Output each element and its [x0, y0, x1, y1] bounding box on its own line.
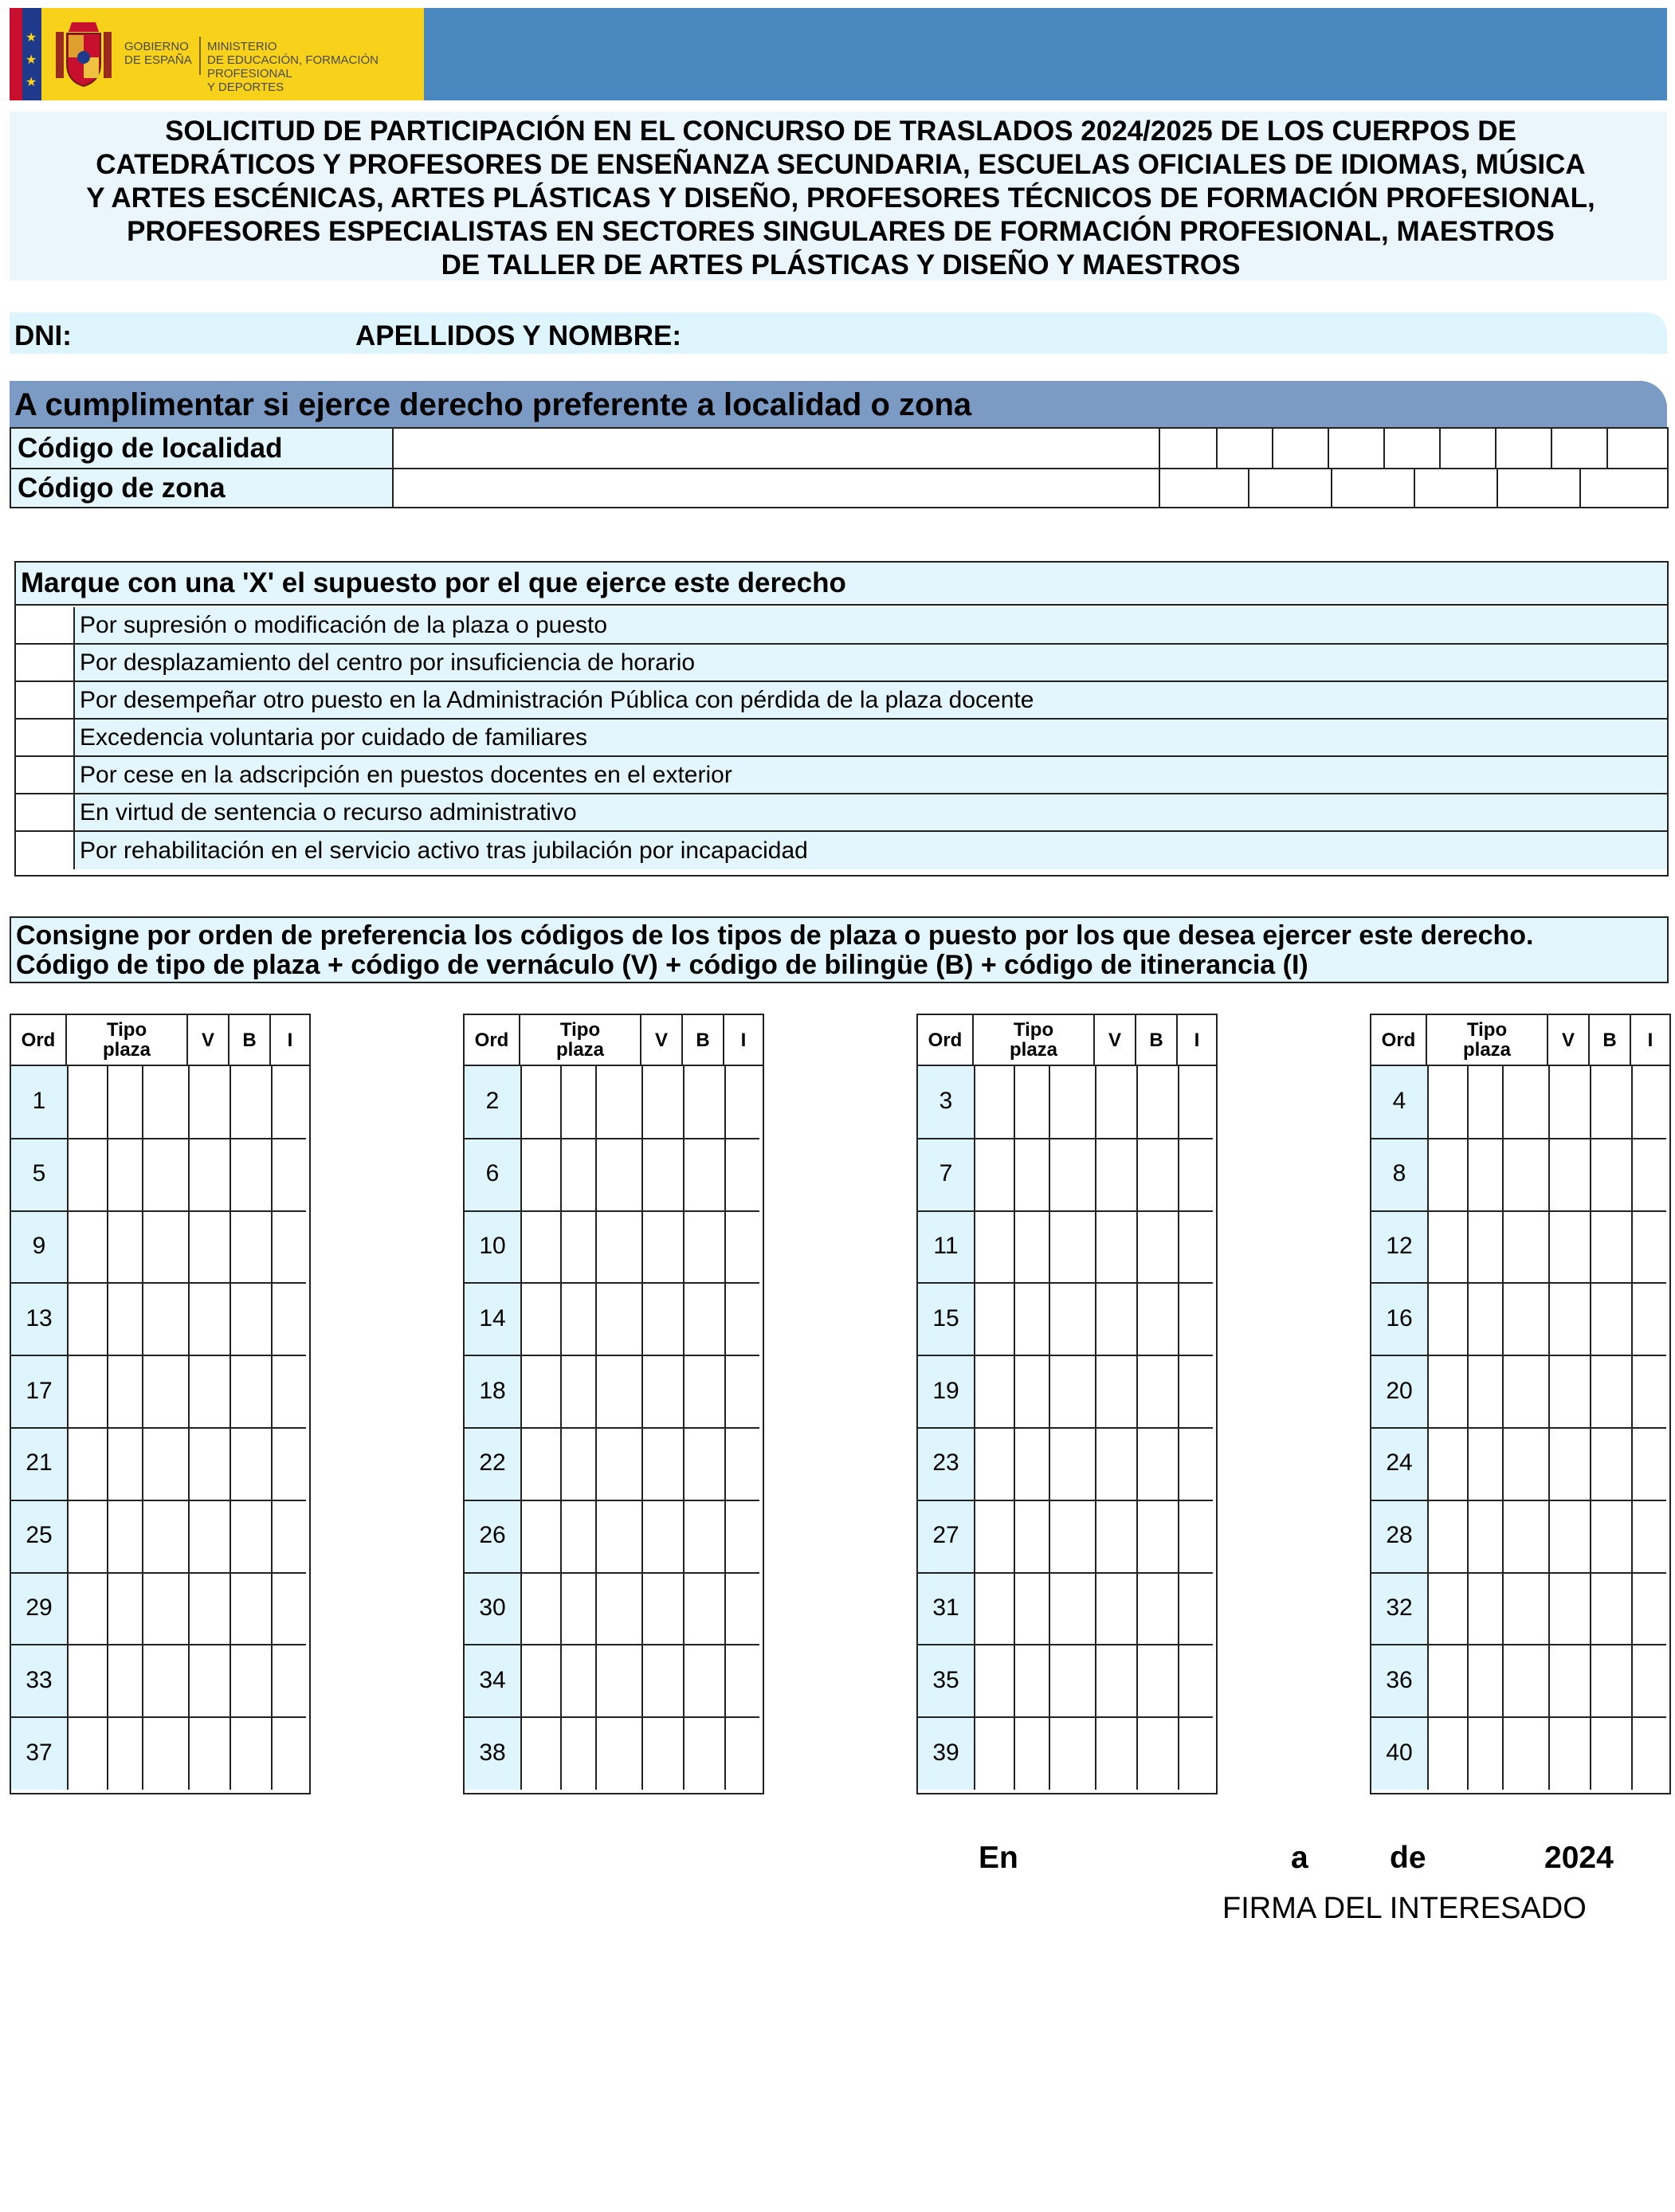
- option-checkbox[interactable]: [16, 607, 75, 643]
- localidad-name-field[interactable]: [395, 429, 1160, 468]
- preference-entry-row[interactable]: [975, 1573, 1214, 1645]
- preference-entry-row[interactable]: [975, 1283, 1214, 1355]
- ord-number: 24: [1386, 1449, 1413, 1477]
- ord-number: 28: [1386, 1522, 1413, 1549]
- tipo-plaza-header: Tipo plaza: [67, 1015, 188, 1066]
- ord-number: 33: [25, 1666, 53, 1693]
- preference-entry-row[interactable]: [69, 1066, 308, 1139]
- zona-label: Código de zona: [11, 469, 394, 507]
- preference-entry-row[interactable]: [975, 1355, 1214, 1428]
- option-checkbox[interactable]: [16, 720, 75, 755]
- preference-table-1: [10, 1014, 311, 1794]
- i-header: I: [1631, 1015, 1669, 1066]
- i-header: I: [1178, 1015, 1216, 1066]
- option-row[interactable]: [16, 682, 1667, 720]
- section-a-grid: [10, 427, 1669, 508]
- star-icon: ★: [25, 53, 37, 67]
- signature-area[interactable]: [1195, 1936, 1642, 2096]
- v-header: V: [641, 1015, 683, 1066]
- preference-entry-row[interactable]: [69, 1717, 308, 1790]
- b-header: B: [1590, 1015, 1631, 1066]
- ord-number: 31: [932, 1594, 959, 1621]
- day-label: a: [1291, 1841, 1308, 1875]
- option-row[interactable]: [16, 645, 1667, 682]
- preference-entry-row[interactable]: [522, 1428, 761, 1500]
- ord-number: 17: [25, 1377, 53, 1404]
- ord-number: 38: [479, 1739, 506, 1766]
- ord-number: 3: [939, 1088, 953, 1115]
- ord-number: 21: [25, 1449, 53, 1477]
- place-field[interactable]: [1036, 1837, 1267, 1874]
- preference-entry-row[interactable]: [69, 1645, 308, 1717]
- preference-entry-row[interactable]: [522, 1717, 761, 1790]
- ord-number: 18: [479, 1377, 506, 1404]
- ord-number: 11: [933, 1233, 959, 1259]
- ord-number: 16: [1386, 1304, 1413, 1332]
- option-label: Por rehabilitación en el servicio activo tras jubilación por incapacidad: [75, 832, 1667, 869]
- preference-entry-row[interactable]: [69, 1355, 308, 1428]
- document-title: SOLICITUD DE PARTICIPACIÓN EN EL CONCURSO DE TRASLADOS 2024/2025 DE LOS CUERPOS DE CATEDRÁTICOS Y PROFESORES DE ENSEÑANZA SECUNDARIA, ESCUELAS OFICIALES DE IDIOMAS, MÚSICA Y ARTES ESCÉNICAS, ARTES PLÁSTICAS Y DISEÑO, PROFESORES TÉCNICOS DE FORMACIÓN PROFESIONAL, PROFESORES ESPECIALISTAS EN SECTORES SINGULARES DE FORMACIÓN PROFESIONAL, MAESTROS DE TALLER DE ARTES PLÁSTICAS Y DISEÑO Y MAESTROS: [86, 116, 1595, 280]
- year-value: 2024: [1544, 1841, 1614, 1875]
- identity-bar[interactable]: [10, 312, 1667, 354]
- preference-entry-row[interactable]: [1429, 1573, 1668, 1645]
- section-a-title: A cumplimentar si ejerce derecho preferente a localidad o zona: [14, 387, 972, 422]
- eu-flag-stripe: [10, 8, 41, 100]
- ord-number: 10: [479, 1233, 506, 1259]
- ord-header: Ord: [918, 1015, 974, 1066]
- preference-entry-row[interactable]: [69, 1573, 308, 1645]
- preference-entry-row[interactable]: [1429, 1283, 1668, 1355]
- preference-entry-row[interactable]: [69, 1500, 308, 1573]
- i-header: I: [271, 1015, 309, 1066]
- preference-entry-row[interactable]: [522, 1355, 761, 1428]
- ord-number: 8: [1392, 1160, 1406, 1187]
- ord-number: 13: [25, 1304, 53, 1332]
- ord-number: 6: [485, 1160, 500, 1187]
- preference-entry-row[interactable]: [975, 1066, 1214, 1139]
- preference-entry-row[interactable]: [522, 1645, 761, 1717]
- option-label: Por cese en la adscripción en puestos docentes en el exterior: [75, 757, 1667, 793]
- dni-label: DNI:: [14, 320, 72, 351]
- ord-number: 2: [485, 1088, 500, 1115]
- option-row[interactable]: [16, 832, 1667, 869]
- preference-entry-row[interactable]: [69, 1211, 308, 1284]
- government-name: GOBIERNO DE ESPAÑA: [124, 40, 192, 67]
- option-label: Por desempeñar otro puesto en la Administración Pública con pérdida de la plaza docente: [75, 682, 1667, 718]
- ord-number: 7: [939, 1160, 953, 1187]
- option-row[interactable]: [16, 607, 1667, 645]
- ord-number: 34: [479, 1666, 506, 1693]
- preference-entry-row[interactable]: [69, 1428, 308, 1500]
- option-checkbox[interactable]: [16, 794, 75, 830]
- preference-entry-row[interactable]: [975, 1717, 1214, 1790]
- zona-name-field[interactable]: [395, 469, 1160, 507]
- ord-number: 5: [32, 1160, 46, 1187]
- ord-number: 30: [479, 1594, 506, 1621]
- ord-number: 25: [25, 1522, 53, 1549]
- star-icon: ★: [25, 31, 37, 45]
- signature-label: FIRMA DEL INTERESADO: [1222, 1892, 1587, 1925]
- section-c-instructions: Consigne por orden de preferencia los códigos de los tipos de plaza o puesto por los que desea ejercer este derecho. Código de tipo de plaza + código de vernáculo (V) + código de bilingüe (B) + código de itinerancia (I): [10, 916, 1669, 983]
- preference-entry-row[interactable]: [1429, 1717, 1668, 1790]
- ord-number: 15: [932, 1304, 959, 1332]
- ord-number: 4: [1392, 1088, 1406, 1115]
- option-row[interactable]: [16, 757, 1667, 794]
- option-checkbox[interactable]: [16, 682, 75, 718]
- preference-entry-row[interactable]: [975, 1139, 1214, 1211]
- ord-number: 12: [1386, 1233, 1413, 1259]
- preference-table-4: [1370, 1014, 1671, 1794]
- ord-number: 39: [932, 1739, 959, 1766]
- preference-entry-row[interactable]: [1429, 1645, 1668, 1717]
- preference-entry-row[interactable]: [522, 1283, 761, 1355]
- b-header: B: [683, 1015, 724, 1066]
- option-label: Por supresión o modificación de la plaza o puesto: [75, 607, 1667, 643]
- ord-number: 29: [25, 1594, 53, 1621]
- preference-entry-row[interactable]: [69, 1139, 308, 1211]
- ord-number: 37: [25, 1739, 53, 1766]
- preference-entry-row[interactable]: [975, 1500, 1214, 1573]
- ord-number: 40: [1386, 1739, 1413, 1766]
- preference-entry-row[interactable]: [522, 1211, 761, 1284]
- place-label: En: [979, 1841, 1018, 1875]
- preference-entry-row[interactable]: [975, 1645, 1214, 1717]
- tipo-plaza-header: Tipo plaza: [520, 1015, 641, 1066]
- preference-table-3: [916, 1014, 1218, 1794]
- option-checkbox[interactable]: [16, 757, 75, 793]
- ministry-name: MINISTERIO DE EDUCACIÓN, FORMACIÓN PROFESIONAL Y DEPORTES: [207, 40, 379, 94]
- preference-entry-row[interactable]: [522, 1066, 761, 1139]
- option-row[interactable]: [16, 794, 1667, 832]
- preference-entry-row[interactable]: [1429, 1355, 1668, 1428]
- ord-number: 26: [479, 1522, 506, 1549]
- preference-entry-row[interactable]: [1429, 1211, 1668, 1284]
- v-header: V: [1548, 1015, 1590, 1066]
- option-checkbox[interactable]: [16, 832, 75, 869]
- preference-entry-row[interactable]: [1429, 1139, 1668, 1211]
- ord-header: Ord: [11, 1015, 67, 1066]
- preference-entry-row[interactable]: [1429, 1066, 1668, 1139]
- v-header: V: [1095, 1015, 1136, 1066]
- ord-number: 22: [479, 1449, 506, 1477]
- month-label: de: [1390, 1841, 1426, 1875]
- v-header: V: [188, 1015, 229, 1066]
- preference-entry-row[interactable]: [69, 1283, 308, 1355]
- section-b-title: Marque con una 'X' el supuesto por el que ejerce este derecho: [16, 563, 1667, 606]
- preference-table-2: [463, 1014, 764, 1794]
- option-row[interactable]: [16, 720, 1667, 757]
- ord-header: Ord: [1371, 1015, 1427, 1066]
- i-header: I: [724, 1015, 763, 1066]
- ord-number: 1: [32, 1088, 46, 1115]
- ord-number: 23: [932, 1449, 959, 1477]
- preference-entry-row[interactable]: [522, 1500, 761, 1573]
- preference-entry-row[interactable]: [522, 1139, 761, 1211]
- option-label: En virtud de sentencia o recurso administrativo: [75, 794, 1667, 830]
- ord-number: 36: [1386, 1666, 1413, 1693]
- b-header: B: [1136, 1015, 1178, 1066]
- preference-entry-row[interactable]: [975, 1428, 1214, 1500]
- b-header: B: [229, 1015, 271, 1066]
- option-checkbox[interactable]: [16, 645, 75, 680]
- star-icon: ★: [25, 76, 37, 89]
- preference-entry-row[interactable]: [975, 1211, 1214, 1284]
- ord-number: 32: [1386, 1594, 1413, 1621]
- ord-number: 9: [32, 1233, 46, 1259]
- ord-header: Ord: [465, 1015, 520, 1066]
- option-label: Excedencia voluntaria por cuidado de familiares: [75, 720, 1667, 755]
- preference-entry-row[interactable]: [1429, 1500, 1668, 1573]
- ord-number: 19: [932, 1377, 959, 1404]
- option-label: Por desplazamiento del centro por insuficiencia de horario: [75, 645, 1667, 680]
- localidad-label: Código de localidad: [11, 429, 394, 468]
- name-label: APELLIDOS Y NOMBRE:: [355, 320, 682, 351]
- tipo-plaza-header: Tipo plaza: [1427, 1015, 1548, 1066]
- coat-of-arms-icon: [54, 18, 113, 89]
- tipo-plaza-header: Tipo plaza: [974, 1015, 1095, 1066]
- ord-number: 20: [1386, 1377, 1413, 1404]
- ord-number: 14: [479, 1304, 506, 1332]
- ord-number: 27: [932, 1522, 959, 1549]
- ord-number: 35: [932, 1666, 959, 1693]
- preference-entry-row[interactable]: [1429, 1428, 1668, 1500]
- preference-entry-row[interactable]: [522, 1573, 761, 1645]
